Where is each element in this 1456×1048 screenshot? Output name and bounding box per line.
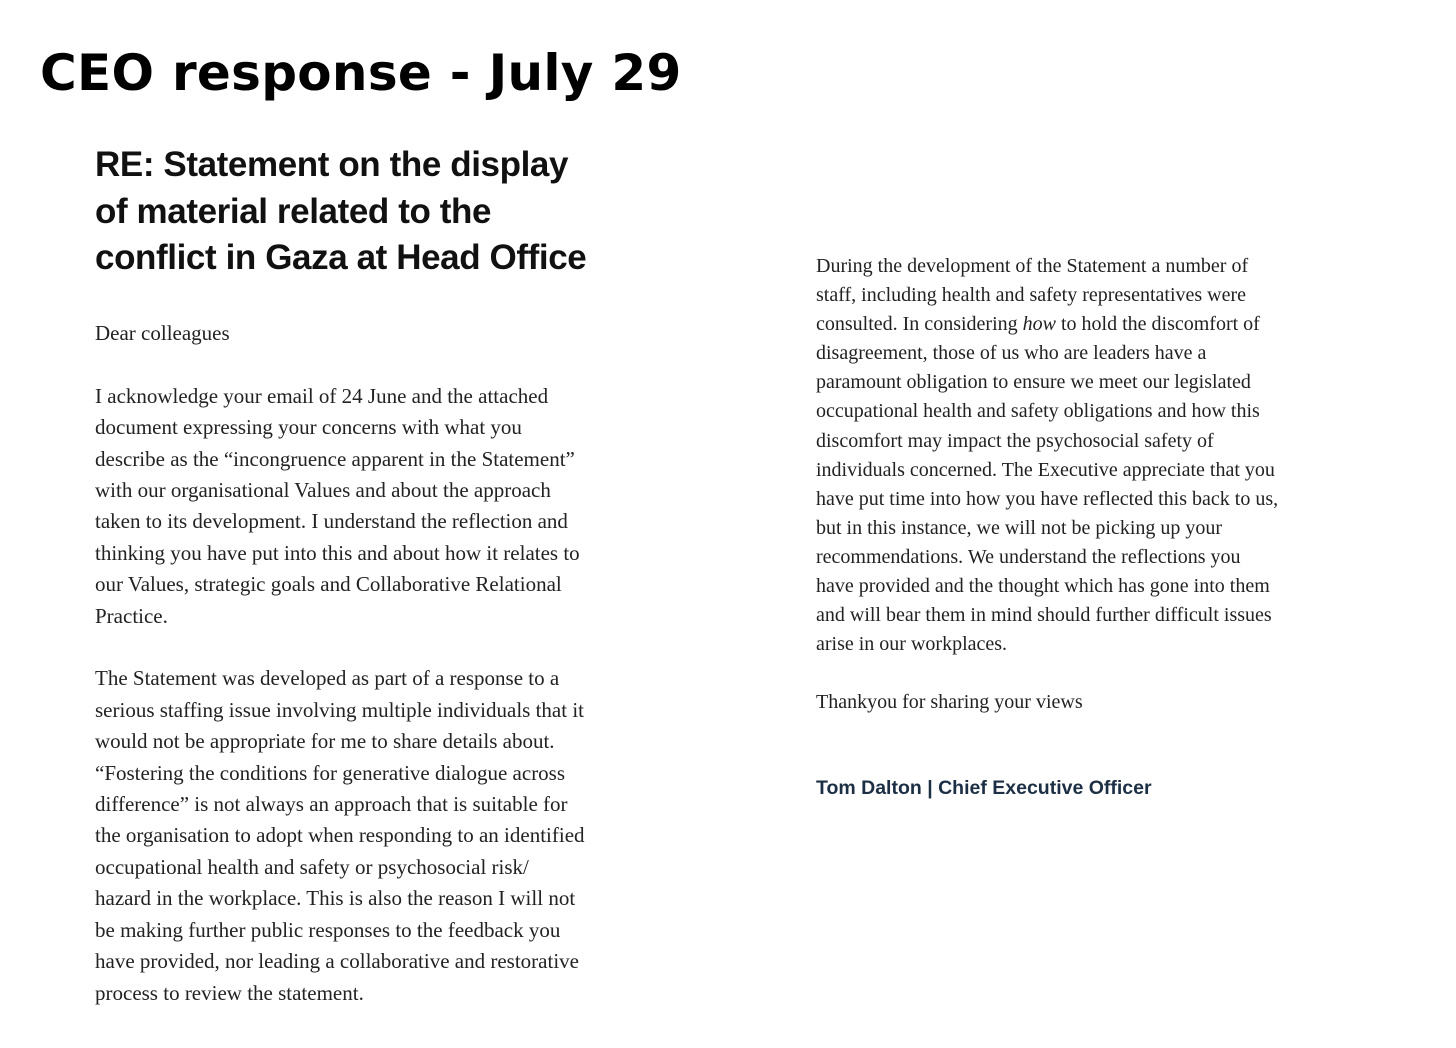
paragraph-line: Practice.	[95, 603, 168, 628]
letter-left-column	[95, 318, 695, 1009]
paragraph-line: staff, including health and safety representatives were	[816, 284, 1247, 307]
paragraph-line: During the development of the Statement a number of	[816, 255, 1249, 277]
paragraph-line: thinking you have put into this and about how it relates to	[95, 540, 580, 565]
letter-title-line: RE: Statement on the display	[95, 145, 569, 184]
paragraph-line: describe as the “incongruence apparent in the Statement”	[95, 446, 575, 471]
paragraph-line: taken to its development. I understand the reflection and	[95, 509, 568, 534]
letter-title-line: of material related to the	[95, 191, 492, 231]
paragraph-line: The Statement was developed as part of a response to a	[95, 666, 560, 691]
paragraph-line: occupational health and safety obligations and how this	[816, 400, 1260, 423]
paragraph-line: hazard in the workplace. This is also the reason I will not	[95, 886, 576, 911]
paragraph-line: disagreement, those of us who are leaders have a	[816, 342, 1207, 365]
letter-title-line: conflict in Gaza at Head Office	[95, 238, 587, 277]
paragraph-line: but in this instance, we will not be picking up your	[816, 516, 1223, 539]
paragraph-line: and will bear them in mind should further difficult issues	[816, 604, 1272, 627]
paragraph-line: with our organisational Values and about the approach	[95, 478, 551, 503]
paragraph-line: recommendations. We understand the reflections you	[816, 545, 1241, 568]
paragraph-line: discomfort may impact the psychosocial safety of	[816, 429, 1214, 452]
paragraph-line: be making further public responses to the feedback you	[95, 917, 561, 942]
paragraph-line	[816, 310, 1376, 339]
paragraph-consultation	[816, 252, 1376, 659]
paragraph-line: have put time into how you have reflected this back to us,	[816, 487, 1279, 510]
paragraph-line: the organisation to adopt when responding to an identified	[95, 823, 585, 848]
letter-title	[95, 142, 586, 282]
salutation: Dear colleagues	[95, 321, 230, 345]
paragraph-line: occupational health and safety or psychosocial risk/	[95, 854, 529, 879]
paragraph-text: to hold the discomfort of	[1055, 313, 1260, 336]
paragraph-acknowledgement	[95, 381, 695, 632]
paragraph-line: process to review the statement.	[95, 980, 364, 1005]
paragraph-statement-context	[95, 663, 695, 1008]
signature: Tom Dalton | Chief Executive Officer	[816, 776, 1152, 799]
emphasis-how: how	[1022, 313, 1056, 336]
paragraph-line: I acknowledge your email of 24 June and the attached	[95, 383, 549, 408]
closing-line: Thankyou for sharing your views	[816, 691, 1083, 714]
letter-right-column	[816, 252, 1376, 803]
paragraph-text: consulted. In considering	[816, 313, 1023, 336]
page-heading: CEO response - July 29	[40, 44, 682, 102]
paragraph-line: individuals concerned. The Executive appreciate that you	[816, 458, 1275, 481]
paragraph-line: arise in our workplaces.	[816, 633, 1008, 656]
paragraph-line: would not be appropriate for me to share details about.	[95, 729, 555, 754]
paragraph-line: have provided and the thought which has gone into them	[816, 575, 1270, 598]
paragraph-line: have provided, nor leading a collaborative and restorative	[95, 949, 579, 974]
paragraph-line: paramount obligation to ensure we meet our legislated	[816, 371, 1251, 394]
paragraph-line: our Values, strategic goals and Collaborative Relational	[95, 572, 562, 597]
paragraph-line: difference” is not always an approach that is suitable for	[95, 792, 568, 817]
paragraph-line: document expressing your concerns with what you	[95, 415, 522, 440]
paragraph-line: serious staffing issue involving multiple individuals that it	[95, 697, 584, 722]
paragraph-line: “Fostering the conditions for generative dialogue across	[95, 760, 566, 785]
